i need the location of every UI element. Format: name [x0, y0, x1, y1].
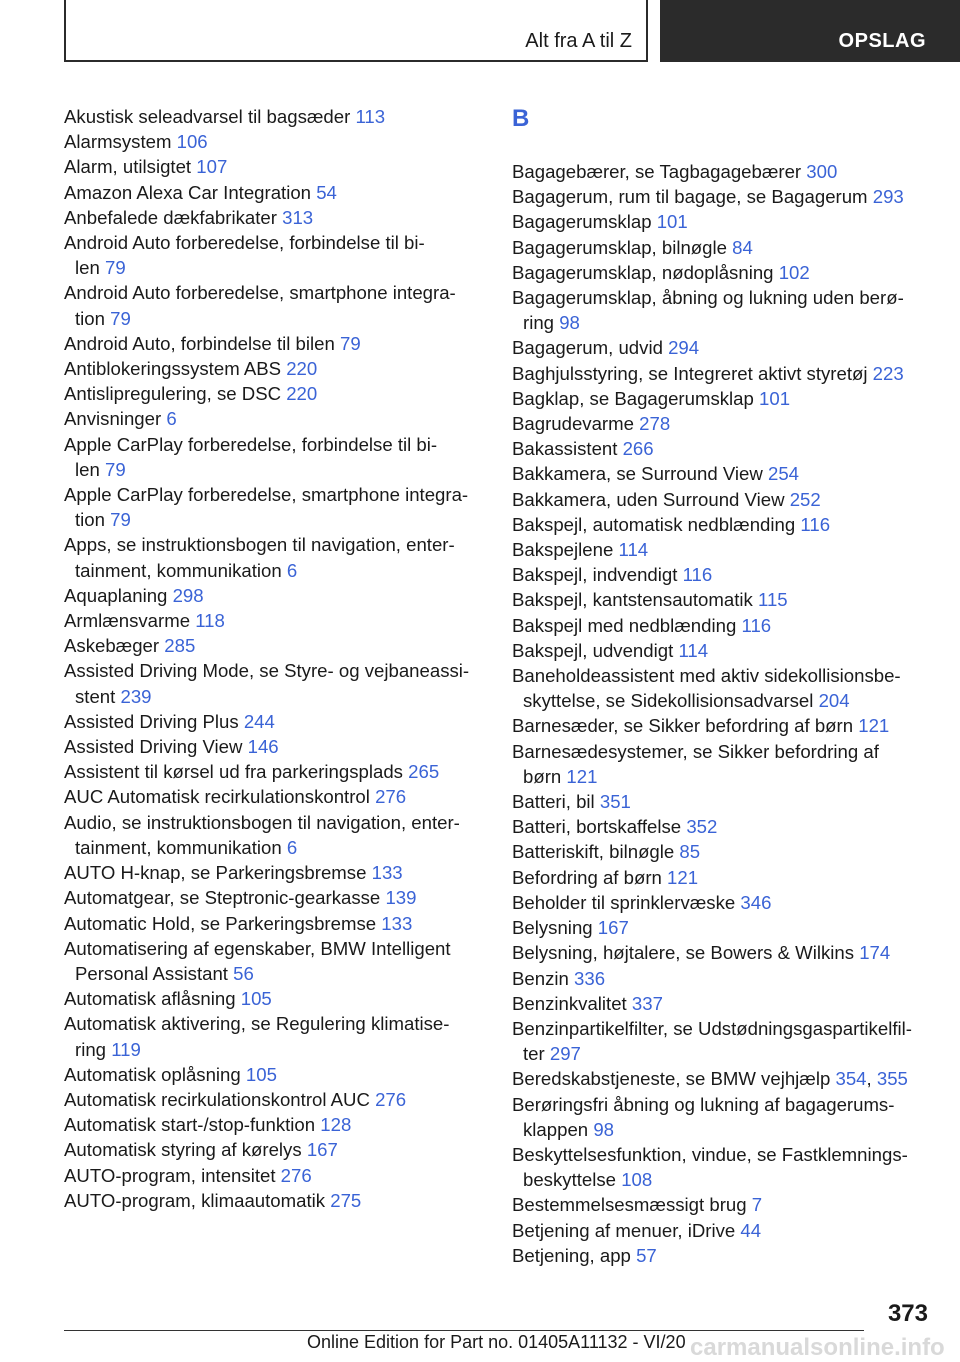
index-entry: [512, 361, 932, 386]
page-reference-link[interactable]: 275: [330, 1189, 362, 1211]
index-entry-text: tion: [75, 307, 105, 329]
index-entry: [64, 331, 484, 356]
page-reference-link[interactable]: 57: [636, 1244, 657, 1266]
index-entry: [64, 406, 484, 431]
index-entry-text: Bagrudevarme: [512, 413, 634, 435]
index-entry-text: Betjening, app: [512, 1244, 631, 1266]
index-entry: [64, 633, 484, 658]
index-entry-text: Beredskabstjeneste, se BMW vejhjælp: [512, 1068, 831, 1090]
page-reference-link[interactable]: 278: [639, 413, 671, 435]
index-entry: [512, 411, 932, 436]
index-entry-text: Apple CarPlay forberedelse, smartphone integra-: [64, 484, 469, 506]
index-entry-text: Barnesædesystemer, se Sikker befordring af: [512, 740, 879, 762]
index-entry: [512, 335, 932, 360]
page-reference-link[interactable]: 220: [286, 358, 318, 380]
index-entry-text: Bagagerumsklap, nødoplåsning: [512, 261, 774, 283]
index-entry-text: Armlænsvarme: [64, 610, 191, 632]
index-entry-text: AUTO H-knap, se Parkeringsbremse: [64, 862, 367, 884]
index-entry-text: Alarm, utilsigtet: [64, 156, 192, 178]
page-reference-link[interactable]: 114: [618, 539, 649, 561]
page-reference-link[interactable]: 167: [306, 1139, 338, 1161]
index-entry-text: Automatisk styring af kørelys: [64, 1139, 302, 1161]
page-reference-link[interactable]: 133: [371, 862, 403, 884]
footer-divider: [64, 1330, 864, 1331]
index-entry-text: ring: [75, 1038, 107, 1060]
index-entry-text: Antislipregulering, se DSC: [64, 383, 282, 405]
page-reference-link[interactable]: 354: [835, 1068, 867, 1090]
index-entry-text: Android Auto forberedelse, smartphone integra-: [64, 282, 456, 304]
page-reference-link[interactable]: 56: [233, 962, 254, 984]
index-entry-text: Bakspejl, indvendigt: [512, 564, 678, 586]
page-reference-link[interactable]: 105: [245, 1063, 277, 1085]
page-reference-link[interactable]: 98: [559, 312, 580, 334]
page-reference-link[interactable]: 79: [105, 257, 126, 279]
index-entry-text: Betjening af menuer, iDrive: [512, 1219, 736, 1241]
index-entry-text: tainment, kommunikation: [75, 836, 282, 858]
index-entry: [512, 386, 932, 411]
index-entry: [64, 936, 484, 986]
index-column-right: [512, 104, 932, 1268]
index-entry-text: Amazon Alexa Car Integration: [64, 181, 312, 203]
index-entry-text: Android Auto forberedelse, forbindelse til bi-: [64, 232, 425, 254]
index-entry-text: Automatisk aktivering, se Regulering klimatise-: [64, 1013, 450, 1035]
page-reference-link[interactable]: 107: [196, 156, 228, 178]
index-entry-text: Bagagerum, rum til bagage, se Bagagerum: [512, 186, 868, 208]
index-entry: [512, 512, 932, 537]
page-reference-link[interactable]: 276: [375, 786, 407, 808]
watermark: carmanualsonline.info: [690, 1334, 945, 1361]
index-entry: [512, 159, 932, 184]
index-entry: [64, 583, 484, 608]
index-entry: [64, 608, 484, 633]
chapter-title: Alt fra A til Z: [525, 30, 632, 52]
index-entry-text: Benzinkvalitet: [512, 992, 627, 1014]
index-entry-text: Aquaplaning: [64, 584, 168, 606]
page-reference-link[interactable]: 114: [678, 639, 709, 661]
index-entry: [512, 890, 932, 915]
page-reference-link[interactable]: 116: [800, 513, 831, 535]
page-reference-link[interactable]: 254: [767, 463, 800, 485]
index-entry-text: Automatisk aflåsning: [64, 988, 236, 1010]
index-entry-text: Bagklap, se Bagagerumsklap: [512, 387, 754, 409]
page-reference-link[interactable]: 167: [597, 917, 629, 939]
page-reference-link[interactable]: 266: [622, 438, 654, 460]
page-reference-link[interactable]: 139: [385, 887, 417, 909]
index-entry-text: Assistent til kørsel ud fra parkeringsplads: [64, 761, 403, 783]
index-entry-text: Benzin: [512, 967, 569, 989]
index-letter-heading: B: [512, 105, 530, 132]
page-reference-link[interactable]: 98: [593, 1118, 614, 1140]
page-reference-link[interactable]: 6: [286, 559, 298, 581]
index-entry-text: Bagagerumsklap, bilnøgle: [512, 236, 727, 258]
index-entry-text: Anvisninger: [64, 408, 162, 430]
index-entry-text: Automatisk recirkulationskontrol AUC: [64, 1088, 370, 1110]
index-entry: [64, 1062, 484, 1087]
page-reference-link[interactable]: 101: [759, 387, 791, 409]
index-entry-text: Bagagebærer, se Tagbagagebærer: [512, 161, 802, 182]
index-entry: [64, 381, 484, 406]
index-entry: [512, 1142, 932, 1192]
index-entry-text: Baghjulsstyring, se Integreret aktivt styretøj: [512, 362, 868, 384]
index-entry: [64, 709, 484, 734]
index-entry-text: Bakspejl med nedblænding: [512, 614, 737, 636]
page-reference-link[interactable]: 101: [656, 211, 688, 233]
index-entry-text: AUTO-program, klimaautomatik: [64, 1189, 326, 1211]
index-entry: [512, 1218, 932, 1243]
index-entry-text: Antiblokeringssystem ABS: [64, 358, 282, 380]
index-entry-text: Assisted Driving Plus: [64, 710, 239, 732]
index-entry: [64, 759, 484, 784]
index-entry: [64, 860, 484, 885]
index-entry: [512, 713, 932, 738]
section-header-block: [660, 0, 960, 62]
page-reference-link[interactable]: 300: [806, 161, 838, 182]
index-entry: [64, 784, 484, 809]
index-entry-text: Android Auto, forbindelse til bilen: [64, 332, 335, 354]
index-entry: [64, 734, 484, 759]
page-reference-link[interactable]: 85: [679, 841, 701, 863]
index-entry-text: Berøringsfri åbning og lukning af bagagerums-: [512, 1093, 895, 1115]
index-entry-text: Benzinpartikelfilter, se Udstødningsgaspartikelfil-: [512, 1017, 912, 1039]
index-entry-text: Automatgear, se Steptronic-gearkasse: [64, 887, 381, 909]
index-entry: [64, 104, 484, 129]
page-reference-link[interactable]: 204: [818, 690, 850, 712]
page-reference-link[interactable]: 105: [240, 988, 272, 1010]
page-reference-link[interactable]: 128: [320, 1114, 352, 1136]
index-entry-text: AUTO-program, intensitet: [64, 1164, 276, 1186]
index-entry: [512, 487, 932, 512]
index-entry: [512, 1092, 932, 1142]
index-entry: [512, 966, 932, 991]
page-reference-link[interactable]: 276: [375, 1088, 407, 1110]
page-reference-link[interactable]: 54: [316, 181, 337, 203]
index-entry-text: len: [75, 458, 100, 480]
page-reference-link[interactable]: 220: [286, 383, 318, 405]
page-reference-link[interactable]: 121: [858, 715, 890, 737]
page-reference-link[interactable]: 355: [876, 1068, 908, 1090]
page-reference-link[interactable]: 115: [757, 589, 788, 611]
index-entry-text: Bakassistent: [512, 438, 618, 460]
index-entry: [512, 1016, 932, 1066]
index-entry: [64, 129, 484, 154]
page-reference-link[interactable]: 294: [668, 337, 700, 359]
index-entry: [512, 285, 932, 335]
index-entry-text: AUC Automatisk recirkulationskontrol: [64, 786, 370, 808]
index-entry: [64, 205, 484, 230]
page-reference-link[interactable]: 44: [740, 1219, 762, 1241]
index-entry: [64, 810, 484, 860]
index-entry-text: Belysning: [512, 917, 593, 939]
page-reference-link[interactable]: 352: [686, 816, 718, 838]
index-entry-text: Batteri, bortskaffelse: [512, 816, 682, 838]
page-reference-link[interactable]: 351: [599, 791, 631, 813]
page-reference-link[interactable]: 6: [166, 408, 177, 430]
page-number: 373: [887, 1300, 928, 1327]
page-reference-link[interactable]: 146: [247, 736, 279, 758]
index-entry-text: beskyttelse: [523, 1169, 617, 1191]
page-reference-link[interactable]: 265: [408, 761, 440, 783]
index-entries-right: [512, 159, 932, 1268]
page-reference-link[interactable]: 7: [751, 1194, 763, 1216]
page-reference-link[interactable]: 298: [172, 584, 204, 606]
chapter-header-tab: [64, 0, 648, 62]
index-entry: [512, 991, 932, 1016]
index-entry-text: Akustisk seleadvarsel til bagsæder: [64, 106, 351, 127]
index-entry: [512, 789, 932, 814]
page-reference-link[interactable]: 113: [355, 106, 386, 127]
page-reference-link[interactable]: 336: [574, 967, 606, 989]
index-entry: [512, 562, 932, 587]
index-entry: [64, 986, 484, 1011]
page-reference-link[interactable]: 116: [682, 564, 713, 586]
index-entry: [512, 940, 932, 965]
page-reference-link[interactable]: 84: [732, 236, 753, 258]
index-entry-text: tion: [75, 509, 105, 531]
index-entry: [512, 1243, 932, 1268]
page-reference-link[interactable]: 174: [859, 942, 891, 964]
index-entry: [512, 839, 932, 864]
index-entry-text: ter: [523, 1043, 545, 1065]
index-entry-text: Bakspejlene: [512, 539, 614, 561]
index-entry: [512, 814, 932, 839]
index-entry-text: Befordring af børn: [512, 866, 662, 888]
page-reference-link[interactable]: 337: [631, 992, 663, 1014]
page-reference-link[interactable]: 79: [110, 307, 131, 329]
index-entry: [512, 537, 932, 562]
index-entry-text: klappen: [523, 1118, 589, 1140]
index-entry-text: Alarmsystem: [64, 131, 172, 153]
index-entry: [64, 532, 484, 582]
index-entry-text: Bakspejl, kantstensautomatik: [512, 589, 753, 611]
index-entry-text: Anbefalede dækfabrikater: [64, 206, 277, 228]
index-entry: [64, 1137, 484, 1162]
index-entry-text: Bagagerumsklap, åbning og lukning uden berø-: [512, 287, 904, 309]
page-reference-link[interactable]: 285: [164, 635, 196, 657]
index-entry-text: Bakspejl, automatisk nedblænding: [512, 513, 796, 535]
index-entry: [512, 235, 932, 260]
index-entry-text: Automatisk start-/stop-funktion: [64, 1114, 316, 1136]
index-entry: [64, 482, 484, 532]
index-entry: [64, 1011, 484, 1061]
index-entry-text: Barnesæder, se Sikker befordring af børn: [512, 715, 854, 737]
index-entry: Beredskabstjeneste, se BMW vejhjælp 354, 355: [512, 1068, 908, 1090]
index-entry: [64, 432, 484, 482]
index-entry: [512, 638, 932, 663]
index-entry: [64, 230, 484, 280]
page-reference-link[interactable]: 118: [195, 610, 225, 632]
page-reference-link[interactable]: 313: [282, 206, 314, 228]
index-entry-text: Apps, se instruktionsbogen til navigation, enter-: [64, 534, 455, 556]
index-entry: [64, 1112, 484, 1137]
index-entry-text: Automatisk oplåsning: [64, 1063, 241, 1085]
page-reference-link[interactable]: 79: [105, 458, 126, 480]
page-reference-link[interactable]: 102: [778, 261, 810, 283]
index-entry: [64, 1163, 484, 1188]
index-entry: [512, 461, 932, 486]
index-entry: [512, 1192, 932, 1217]
page-reference-link[interactable]: 106: [176, 131, 208, 153]
index-entry: [512, 587, 932, 612]
index-entry: [64, 180, 484, 205]
index-entry-text: stent: [75, 685, 116, 707]
index-entry: [512, 613, 932, 638]
index-entry: [64, 885, 484, 910]
index-entry-text: len: [75, 257, 100, 279]
index-entry-text: Bagagerum, udvid: [512, 337, 663, 359]
index-entry: [64, 356, 484, 381]
page-reference-link[interactable]: 133: [381, 912, 413, 934]
index-entry-text: Apple CarPlay forberedelse, forbindelse til bi-: [64, 433, 438, 455]
index-column-left: [64, 104, 484, 1213]
page-reference-link[interactable]: 346: [740, 891, 772, 913]
index-entry: [512, 436, 932, 461]
section-label: OPSLAG: [838, 30, 926, 52]
index-entry: [512, 915, 932, 940]
index-entry-text: Automatisering af egenskaber, BMW Intelligent: [64, 937, 451, 959]
index-entry-text: Baneholdeassistent med aktiv sidekollisionsbe-: [512, 665, 901, 687]
page-reference-link[interactable]: 121: [667, 866, 699, 888]
index-entry: [512, 184, 932, 209]
index-entry-text: Batteri, bil: [512, 791, 595, 813]
index-entry: [512, 260, 932, 285]
index-entry-text: Belysning, højtalere, se Bowers & Wilkins: [512, 942, 855, 964]
page-reference-link[interactable]: 121: [566, 765, 598, 787]
index-entry-text: børn: [523, 765, 562, 787]
page-reference-link[interactable]: 239: [120, 685, 152, 707]
index-entry: [64, 154, 484, 179]
page-reference-link[interactable]: 297: [549, 1043, 581, 1065]
index-entry: [64, 1087, 484, 1112]
index-entry: [64, 658, 484, 708]
page-reference-link[interactable]: 6: [286, 836, 298, 858]
index-entry-text: Bakkamera, se Surround View: [512, 463, 763, 485]
index-entry-text: Batteriskift, bilnøgle: [512, 841, 675, 863]
index-entry: [64, 1188, 484, 1213]
index-entry-text: Assisted Driving View: [64, 736, 243, 758]
index-entry-text: Beholder til sprinklervæske: [512, 891, 736, 913]
page-reference-link[interactable]: 79: [110, 509, 131, 531]
index-entry-text: tainment, kommunikation: [75, 559, 282, 581]
footer-edition-text: Online Edition for Part no. 01405A11132 - VI/20: [307, 1332, 686, 1352]
page-reference-link[interactable]: 108: [621, 1169, 653, 1191]
page-reference-link[interactable]: 276: [280, 1164, 312, 1186]
index-entry-text: Bakkamera, uden Surround View: [512, 488, 785, 510]
index-entry-text: ring: [523, 312, 555, 334]
page-reference-link[interactable]: 116: [741, 614, 772, 636]
index-entry-text: Bagagerumsklap: [512, 211, 652, 233]
index-entry: [64, 280, 484, 330]
page-reference-link[interactable]: 79: [340, 332, 361, 354]
index-entry: [512, 209, 932, 234]
index-entry: [64, 911, 484, 936]
page-reference-link[interactable]: 244: [243, 710, 275, 732]
index-entry-text: Beskyttelsesfunktion, vindue, se Fastklemnings-: [512, 1143, 908, 1165]
index-entry: [512, 663, 932, 713]
page-reference-link[interactable]: 119: [111, 1038, 141, 1060]
index-entry-text: Askebæger: [64, 635, 160, 657]
page-reference-link[interactable]: 223: [872, 362, 904, 384]
index-entry-text: skyttelse, se Sidekollisionsadvarsel: [523, 690, 814, 712]
index-entry-text: Personal Assistant: [75, 962, 228, 984]
index-entry-text: Assisted Driving Mode, se Styre- og vejbaneassi-: [64, 660, 470, 682]
page-reference-link[interactable]: 252: [789, 488, 821, 510]
index-entry-text: Bestemmelsesmæssigt brug: [512, 1194, 747, 1216]
index-entry: [512, 739, 932, 789]
index-entry-text: Automatic Hold, se Parkeringsbremse: [64, 912, 377, 934]
index-entry-text: Bakspejl, udvendigt: [512, 639, 674, 661]
index-entry: [512, 865, 932, 890]
index-entry-text: Audio, se instruktionsbogen til navigation, enter-: [64, 811, 460, 833]
page-reference-link[interactable]: 293: [872, 186, 904, 208]
